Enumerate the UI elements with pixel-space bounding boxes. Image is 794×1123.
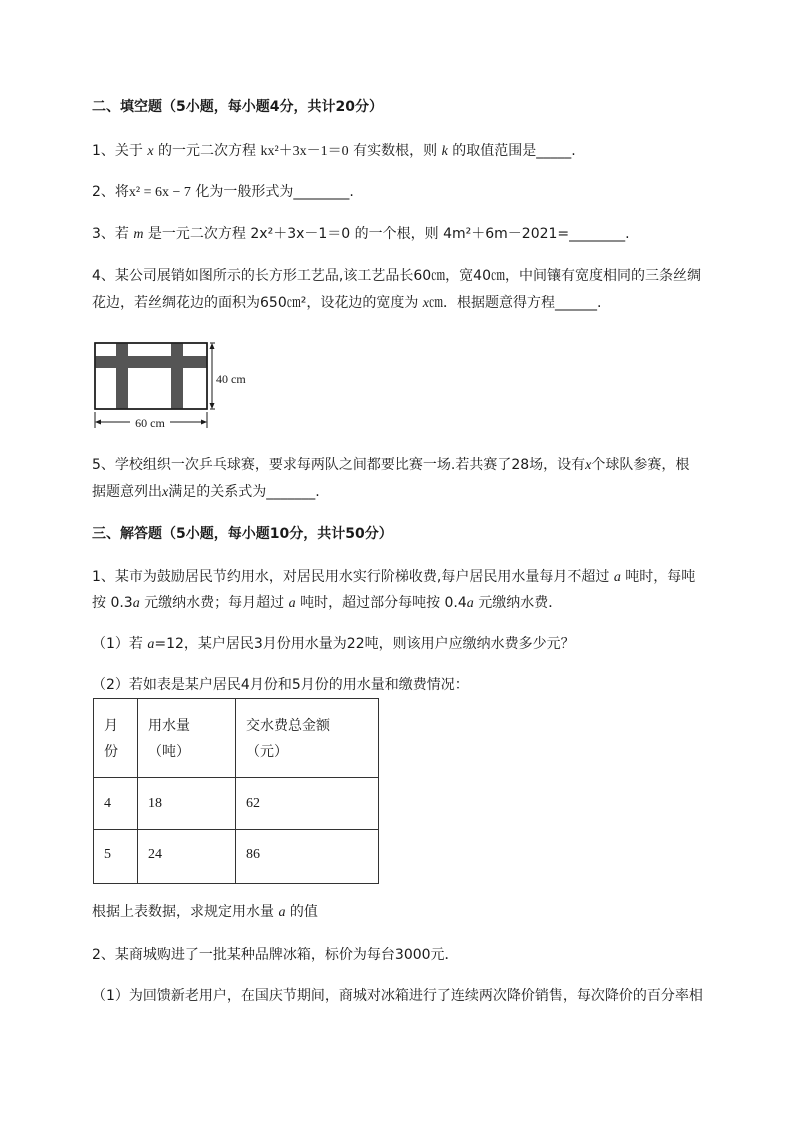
question-5-line1: 5、学校组织一次乒乓球赛，要求每两队之间都要比赛一场.若共赛了28场，设有x个球队参赛，根 (92, 457, 690, 473)
question-4-line1: 4、某公司展销如图所示的长方形工艺品,该工艺品长60㎝，宽40㎝，中间镶有宽度相同的三条丝绸 (92, 268, 701, 284)
water-fee-table (93, 698, 379, 884)
table-cell: 62 (236, 778, 379, 830)
problem-1-line1: 1、某市为鼓励居民节约用水，对居民用水实行阶梯收费,每户居民用水量每月不超过 a 吨时，每吨 (92, 569, 696, 585)
section2-heading: 二、填空题（5小题，每小题4分，共计20分） (92, 99, 383, 115)
figure-height-label: 40 cm (216, 372, 246, 386)
table-cell: 4 (94, 778, 138, 830)
table-cell: 24 (138, 830, 236, 884)
question-3: 3、若 m 是一元二次方程 2x²＋3x－1＝0 的一个根，则 4m²＋6m－2021=________. (92, 226, 630, 242)
problem-2-line1: 2、某商城购进了一批某种品牌冰箱，标价为每台3000元． (92, 947, 459, 963)
question-1: 1、关于 x 的一元二次方程 kx²＋3x－1＝0 有实数根，则 k 的取值范围是_____. (92, 143, 576, 159)
table-header-row (94, 699, 379, 778)
section3-heading: 三、解答题（5小题，每小题10分，共计50分） (92, 526, 393, 542)
figure-width-label: 60 cm (135, 416, 165, 430)
header-amount: 交水费总金额 （元） (236, 699, 379, 778)
table-cell: 5 (94, 830, 138, 884)
header-usage: 用水量 （吨） (138, 699, 236, 778)
problem-1-sub2: （2）若如表是某户居民4月份和5月份的用水量和缴费情况： (92, 677, 469, 693)
table-cell: 86 (236, 830, 379, 884)
question-2: 2、将x² = 6x − 7 化为一般形式为________. (92, 184, 354, 200)
problem-1-line2: 按 0.3a 元缴纳水费；每月超过 a 吨时，超过部分每吨按 0.4a 元缴纳水费． (92, 595, 563, 611)
problem-1-sub1: （1）若 a=12，某户居民3月份用水量为22吨，则该用户应缴纳水费多少元？ (92, 636, 575, 652)
table-cell: 18 (138, 778, 236, 830)
problem-1-after-table: 根据上表数据，求规定用水量 a 的值 (92, 904, 318, 920)
table-row (94, 830, 379, 884)
question-5-line2: 据题意列出x满足的关系式为_______. (92, 484, 320, 500)
header-month: 月 份 (94, 699, 138, 778)
table-row (94, 778, 379, 830)
problem-2-line2: （1）为回馈新老用户，在国庆节期间，商城对冰箱进行了连续两次降价销售，每次降价的百分率相 (92, 988, 703, 1004)
question-4-line2: 花边，若丝绸花边的面积为650㎝²，设花边的宽度为 x㎝．根据题意得方程______. (92, 295, 602, 311)
ribbon-rectangle-figure (90, 336, 265, 432)
